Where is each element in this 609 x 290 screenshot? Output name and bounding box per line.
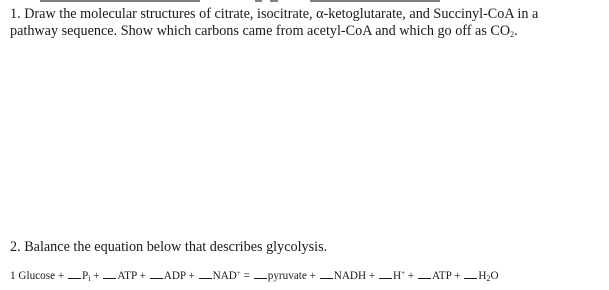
- question-1-period: .: [514, 23, 518, 39]
- question-1-line-2: [10, 23, 600, 40]
- question-1-text-b: -ketoglutarate, and Succinyl-CoA in a: [323, 6, 539, 22]
- nad-term: NAD+: [212, 269, 241, 282]
- plus-1: +: [93, 270, 100, 282]
- blank-h[interactable]: [379, 268, 392, 279]
- plus-2: +: [407, 270, 415, 282]
- blank-atp[interactable]: [103, 268, 116, 279]
- alpha-symbol: α: [316, 6, 324, 22]
- top-border-fragment: [0, 0, 609, 5]
- atp-product-term: ATP +: [431, 270, 461, 282]
- nadh-term: NADH +: [333, 270, 376, 282]
- adp-term: ADP +: [163, 270, 195, 282]
- glucose-term: 1 Glucose +: [10, 270, 65, 282]
- blank-water[interactable]: [464, 268, 477, 279]
- atp-term: ATP +: [117, 270, 146, 282]
- water-term: $H_2O$: [478, 270, 499, 283]
- equals-sign: =: [243, 270, 250, 282]
- question-1-line-1: [10, 6, 600, 23]
- co2-subscript: 2: [510, 30, 515, 39]
- glycolysis-equation: [10, 268, 606, 283]
- question-2: [10, 239, 600, 256]
- question-2-number: 2.: [10, 239, 21, 255]
- question-2-text: Balance the equation below that describes glycolysis.: [24, 239, 328, 255]
- question-1: [10, 6, 600, 40]
- blank-nad[interactable]: [199, 268, 212, 279]
- blank-pyruvate[interactable]: [254, 268, 267, 279]
- blank-pi[interactable]: [68, 268, 81, 279]
- question-1-number: 1.: [10, 6, 21, 22]
- blank-atp-product[interactable]: [418, 268, 431, 279]
- h-term: H+: [393, 269, 406, 282]
- question-1-text-a: Draw the molecular structures of citrate, isocitrate,: [24, 6, 317, 22]
- blank-nadh[interactable]: [320, 268, 333, 279]
- pi-term: $P_i$: [81, 270, 91, 283]
- question-1-text-c: pathway sequence. Show which carbons came from acetyl-CoA and which go off as CO: [10, 23, 511, 39]
- pyruvate-term: pyruvate +: [267, 270, 316, 282]
- blank-adp[interactable]: [150, 268, 163, 279]
